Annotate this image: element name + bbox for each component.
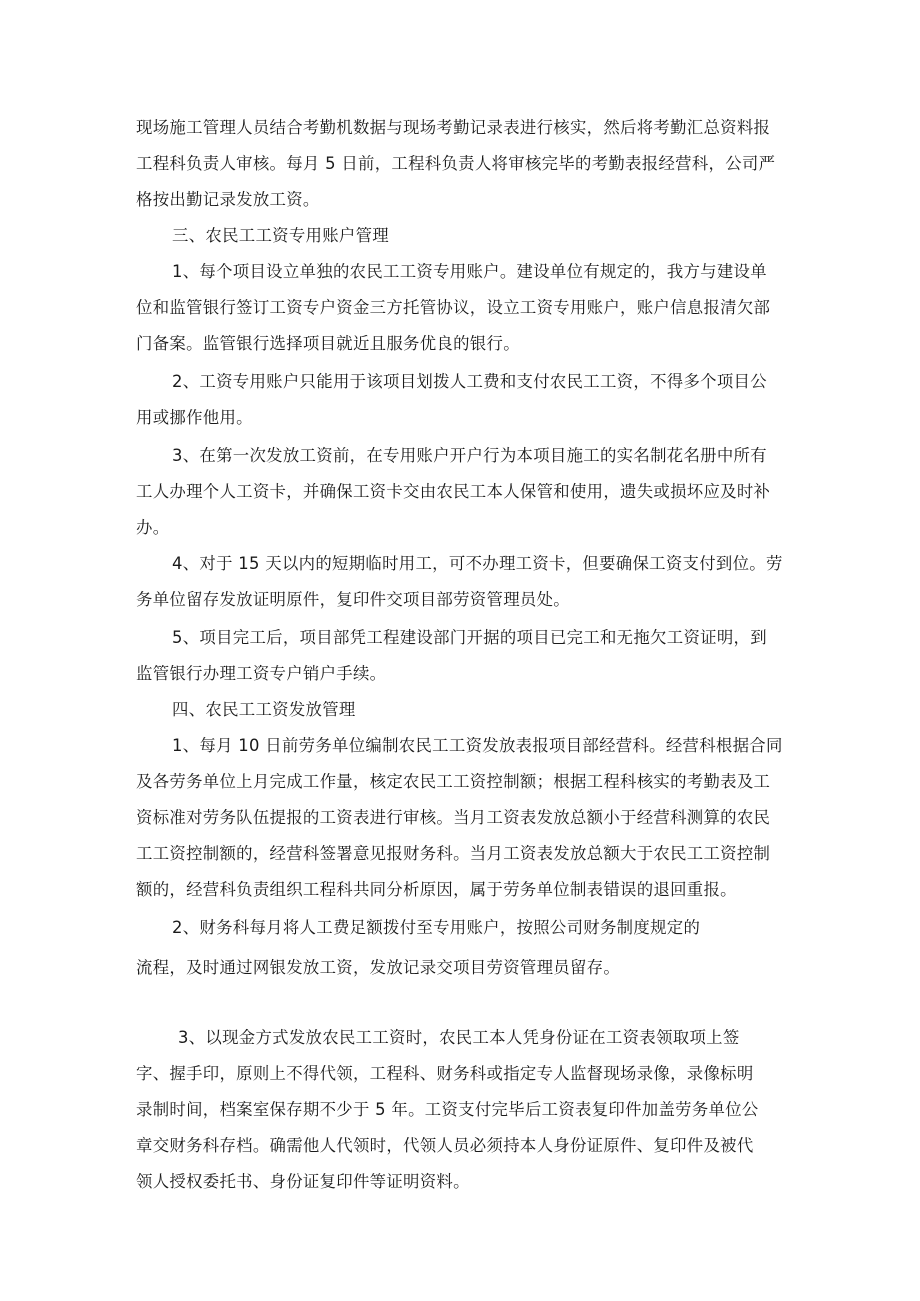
paragraph-line: 领人授权委托书、身份证复印件等证明资料。 <box>136 1172 470 1191</box>
paragraph-line: 监管银行办理工资专户销户手续。 <box>136 664 387 683</box>
paragraph-line: 字、握手印，原则上不得代领，工程科、财务科或指定专人监督现场录像，录像标明 <box>136 1064 754 1083</box>
paragraph-line: 用或挪作他用。 <box>136 408 253 427</box>
paragraph-line: 工工资控制额的，经营科签署意见报财务科。当月工资表发放总额大于农民工工资控制 <box>136 844 771 863</box>
paragraph-line: 工程科负责人审核。每月 5 日前，工程科负责人将审核完毕的考勤表报经营科，公司严 <box>136 154 776 173</box>
paragraph-line: 及各劳务单位上月完成工作量，核定农民工工资控制额；根据工程科核实的考勤表及工 <box>136 772 771 791</box>
paragraph-line: 2、财务科每月将人工费足额拨付至专用账户，按照公司财务制度规定的 <box>172 918 701 937</box>
paragraph-line: 格按出勤记录发放工资。 <box>136 190 320 209</box>
paragraph-line: 务单位留存发放证明原件，复印件交项目部劳资管理员处。 <box>136 590 570 609</box>
paragraph-line: 1、每个项目设立单独的农民工工资专用账户。建设单位有规定的，我方与建设单 <box>172 262 767 281</box>
paragraph-line: 3、以现金方式发放农民工工资时，农民工本人凭身份证在工资表领取项上签 <box>178 1028 740 1047</box>
paragraph-line: 录制时间，档案室保存期不少于 5 年。工资支付完毕后工资表复印件加盖劳务单位公 <box>136 1100 759 1119</box>
paragraph-line: 流程，及时通过网银发放工资，发放记录交项目劳资管理员留存。 <box>136 958 621 977</box>
paragraph-line: 现场施工管理人员结合考勤机数据与现场考勤记录表进行核实，然后将考勤汇总资料报 <box>136 118 771 137</box>
paragraph-line: 工人办理个人工资卡，并确保工资卡交由农民工本人保管和使用，遗失或损坏应及时补 <box>136 482 771 501</box>
paragraph-line: 位和监管银行签订工资专户资金三方托管协议，设立工资专用账户，账户信息报清欠部 <box>136 298 771 317</box>
section-heading-4: 四、农民工工资发放管理 <box>172 700 356 719</box>
paragraph-line: 门备案。监管银行选择项目就近且服务优良的银行。 <box>136 334 520 353</box>
paragraph-line: 章交财务科存档。确需他人代领时，代领人员必须持本人身份证原件、复印件及被代 <box>136 1136 754 1155</box>
paragraph-line: 资标准对劳务队伍提报的工资表进行审核。当月工资表发放总额小于经营科测算的农民 <box>136 808 771 827</box>
paragraph-line: 5、项目完工后，项目部凭工程建设部门开据的项目已完工和无拖欠工资证明，到 <box>172 628 767 647</box>
section-heading-3: 三、农民工工资专用账户管理 <box>172 226 389 245</box>
paragraph-line: 1、每月 10 日前劳务单位编制农民工工资发放表报项目部经营科。经营科根据合同 <box>172 736 783 755</box>
paragraph-line: 4、对于 15 天以内的短期临时用工，可不办理工资卡，但要确保工资支付到位。劳 <box>172 554 783 573</box>
paragraph-line: 办。 <box>136 518 170 537</box>
paragraph-line: 2、工资专用账户只能用于该项目划拨人工费和支付农民工工资，不得多个项目公 <box>172 372 767 391</box>
paragraph-line: 3、在第一次发放工资前，在专用账户开户行为本项目施工的实名制花名册中所有 <box>172 446 767 465</box>
paragraph-line: 额的，经营科负责组织工程科共同分析原因，属于劳务单位制表错误的退回重报。 <box>136 880 737 899</box>
